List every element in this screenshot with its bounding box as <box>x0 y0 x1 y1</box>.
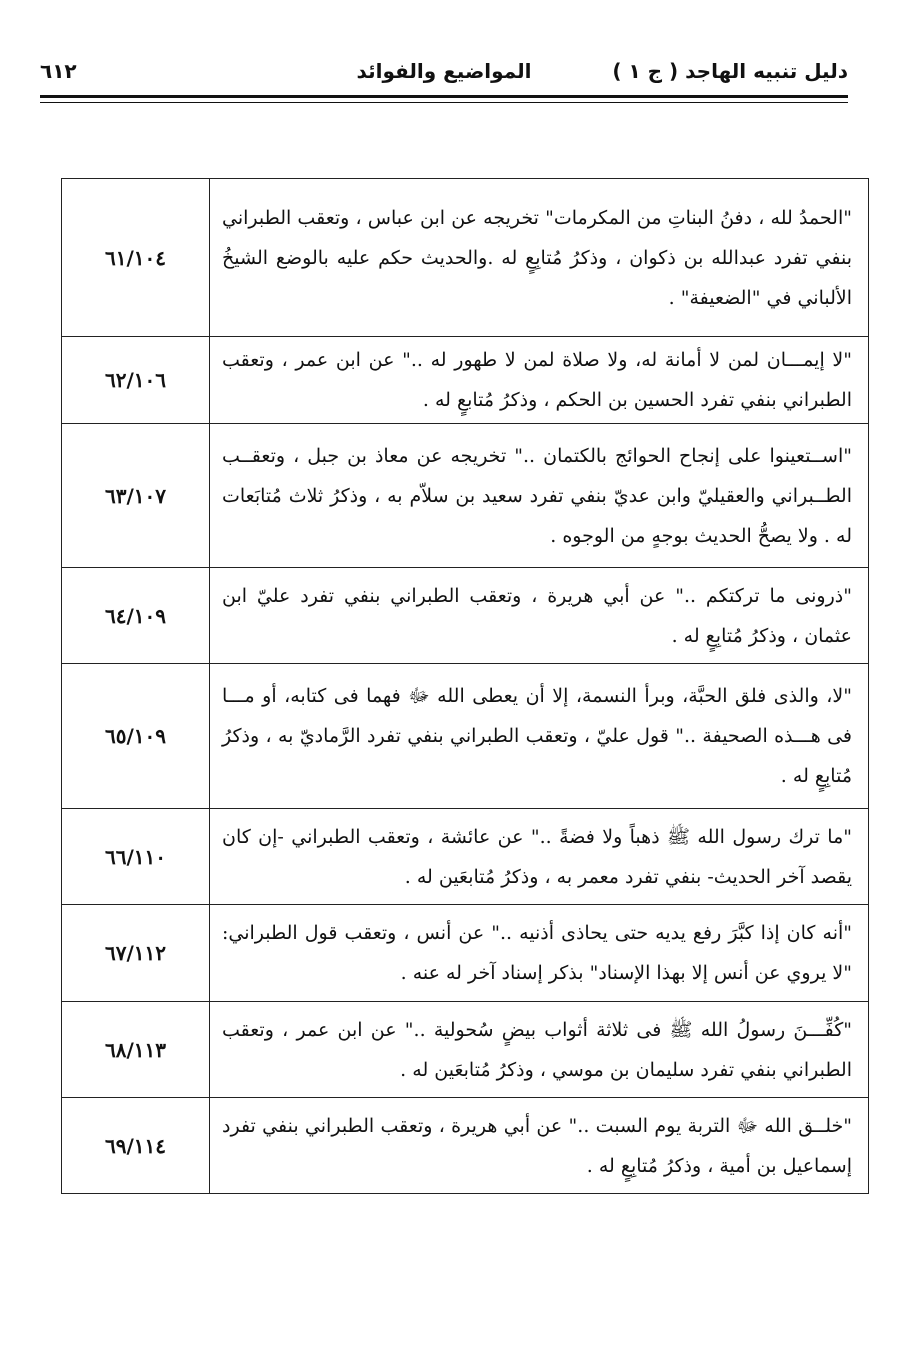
book-title: دليل تنبيه الهاجد ( ج ١ ) <box>612 59 848 83</box>
entry-text: "ما ترك رسول الله ﷺ ذهباً ولا فضةً .." عن عائشة ، وتعقب الطبراني -إن كان يقصد آخر الحديث- بنفي تفرد معمر به ، وذكرُ مُتابعَين له . <box>210 809 869 905</box>
table-row <box>62 424 869 568</box>
table-row <box>62 1002 869 1098</box>
entry-text: "اســتعينوا على إنجاح الحوائج بالكتمان .." تخريجه عن معاذ بن جبل ، وتعقــب الطــبراني والعقيليّ وابن عديّ بنفي تفرد سعيد بن سلاّم به ، وذكرُ ثلاث مُتابَعات له . ولا يصحُّ الحديث بوجهٍ من الوجوه . <box>210 424 869 568</box>
entry-reference: ٦٤/١٠٩ <box>62 568 210 664</box>
entry-text: "الحمدُ لله ، دفنُ البناتِ من المكرمات" تخريجه عن ابن عباس ، وتعقب الطبراني بنفي تفرد عبدالله بن ذكوان ، وذكرُ مُتابِعٍ له .والحديث حكم عليه بالوضع الشيخُ الألباني في "الضعيفة" . <box>210 179 869 337</box>
entry-reference: ٦٢/١٠٦ <box>62 337 210 424</box>
entry-text: "ذرونى ما تركتكم .." عن أبي هريرة ، وتعقب الطبراني بنفي تفرد عليّ ابن عثمان ، وذكرُ مُتابِعٍ له . <box>210 568 869 664</box>
section-title: المواضيع والفوائد <box>356 59 532 83</box>
entry-reference: ٦٧/١١٢ <box>62 905 210 1002</box>
entry-text: "كُفِّـــنَ رسولُ الله ﷺ فى ثلاثة أثواب بيضٍ سُحولية .." عن ابن عمر ، وتعقب الطبراني بنفي تفرد سليمان بن موسي ، وذكرُ مُتابعَين له . <box>210 1002 869 1098</box>
table-row <box>62 1098 869 1194</box>
entry-reference: ٦٦/١١٠ <box>62 809 210 905</box>
entry-text: "أنه كان إذا كبَّرَ رفع يديه حتى يحاذى أذنيه .." عن أنس ، وتعقب قول الطبراني: "لا يروي عن أنس إلا بهذا الإسناد" بذكر إسناد آخر له عنه . <box>210 905 869 1002</box>
entry-text: "لا، والذى فلق الحبَّة، وبرأ النسمة، إلا أن يعطى الله ﷻ فهما فى كتابه، أو مـــا فى هـــذه الصحيفة .." قول عليّ ، وتعقب الطبراني بنفي تفرد الرَّماديّ به ، وذكرُ مُتابِعٍ له . <box>210 664 869 809</box>
table-row <box>62 337 869 424</box>
entry-text: "خلــق الله ﷻ التربة يوم السبت .." عن أبي هريرة ، وتعقب الطبراني بنفي تفرد إسماعيل بن أمية ، وذكرُ مُتابِعٍ له . <box>210 1098 869 1194</box>
entry-reference: ٦٥/١٠٩ <box>62 664 210 809</box>
entry-text: "لا إيمـــان لمن لا أمانة له، ولا صلاة لمن لا طهور له .." عن ابن عمر ، وتعقب الطبراني بنفي تفرد الحسين بن الحكم ، وذكرُ مُتابعٍ له . <box>210 337 869 424</box>
header-rule-thick <box>40 95 848 98</box>
table-row <box>62 809 869 905</box>
page-header <box>40 55 848 97</box>
entry-reference: ٦٨/١١٣ <box>62 1002 210 1098</box>
entry-reference: ٦٣/١٠٧ <box>62 424 210 568</box>
entries-table <box>61 178 869 1194</box>
page-number: ٦١٢ <box>40 59 77 83</box>
table-row <box>62 905 869 1002</box>
table-row <box>62 568 869 664</box>
table-row <box>62 179 869 337</box>
header-rule-thin <box>40 102 848 103</box>
entry-reference: ٦١/١٠٤ <box>62 179 210 337</box>
table-row <box>62 664 869 809</box>
entry-reference: ٦٩/١١٤ <box>62 1098 210 1194</box>
